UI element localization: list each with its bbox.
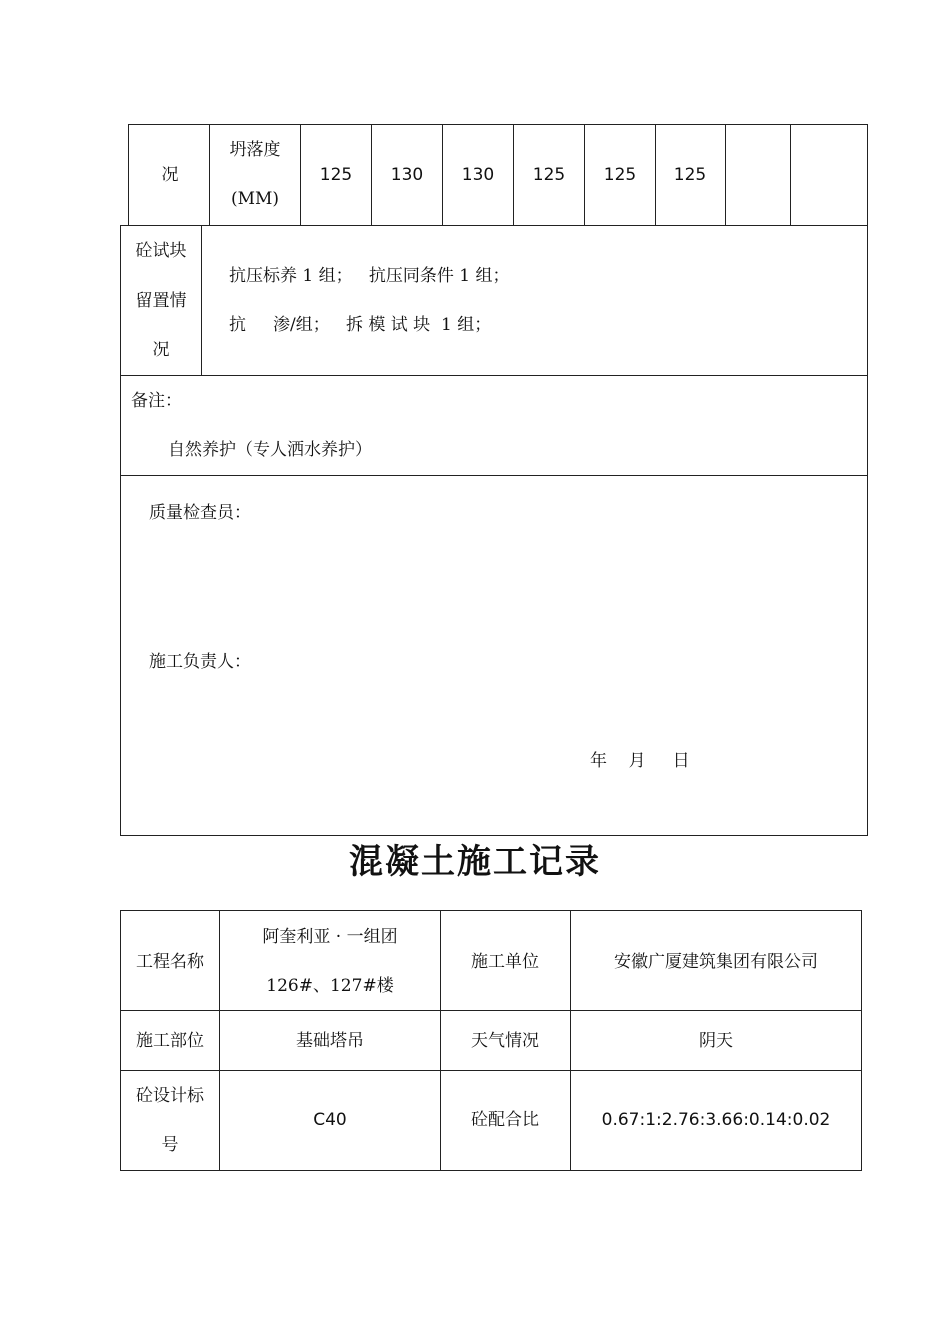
specimen-line: 抗 渗/组； 拆 模 试 块 1 组； xyxy=(229,315,492,335)
slump-value: 125 xyxy=(532,165,566,185)
inspector-label: 质量检查员： xyxy=(149,503,251,523)
slump-value: 125 xyxy=(603,165,637,185)
specimen-label: 况 xyxy=(152,340,170,360)
project-name-value: 126#、127#楼 xyxy=(266,976,394,996)
part-value: 基础塔吊 xyxy=(296,1031,364,1051)
slump-value: 125 xyxy=(319,165,353,185)
slump-value: 125 xyxy=(673,165,707,185)
remarks-content: 自然养护（专人洒水养护） xyxy=(168,440,372,460)
remarks-label: 备注： xyxy=(131,391,182,411)
specimen-label: 砼试块 xyxy=(135,241,187,261)
specimen-line: 抗压标养 1 组； 抗压同条件 1 组； xyxy=(229,266,510,286)
specimen-label: 留置情 xyxy=(135,291,187,311)
slump-label: 坍落度 xyxy=(229,140,281,160)
part-label: 施工部位 xyxy=(136,1031,204,1051)
slump-row-label: 况 xyxy=(161,165,179,185)
date-placeholder: 年 月 日 xyxy=(590,751,690,771)
page-title: 混凝土施工记录 xyxy=(349,842,601,882)
contractor-label: 施工单位 xyxy=(471,952,539,972)
weather-label: 天气情况 xyxy=(471,1031,539,1051)
manager-label: 施工负责人： xyxy=(149,652,251,672)
grade-value: C40 xyxy=(313,1110,347,1130)
mix-label: 砼配合比 xyxy=(471,1110,539,1130)
slump-value: 130 xyxy=(461,165,495,185)
weather-value: 阴天 xyxy=(699,1031,733,1051)
mix-value: 0.67:1:2.76:3.66:0.14:0.02 xyxy=(601,1110,831,1130)
project-name-value: 阿奎利亚 · 一组团 xyxy=(262,927,398,947)
grade-label: 砼设计标 xyxy=(136,1086,204,1106)
grade-label: 号 xyxy=(161,1135,179,1155)
slump-value: 130 xyxy=(390,165,424,185)
slump-unit-label: (MM) xyxy=(230,189,280,209)
project-name-label: 工程名称 xyxy=(136,952,204,972)
contractor-value: 安徽广厦建筑集团有限公司 xyxy=(614,952,818,972)
